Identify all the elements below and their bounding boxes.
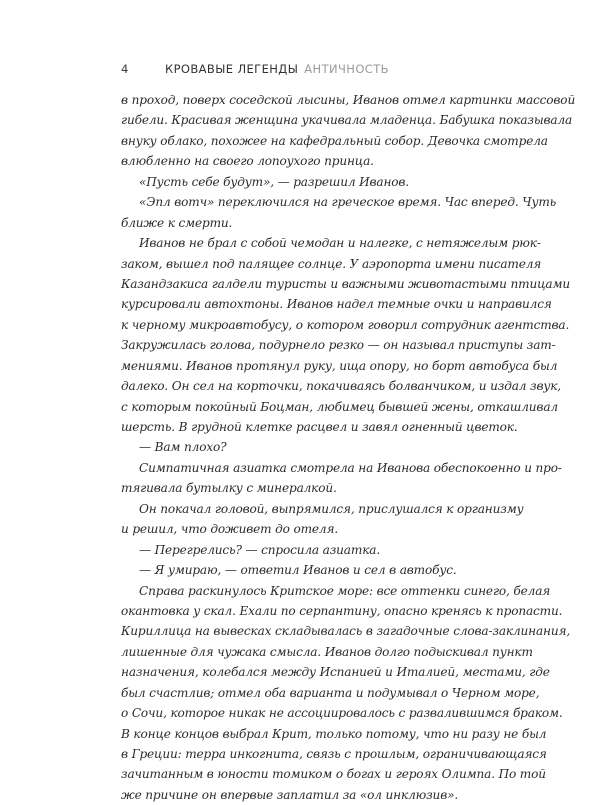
text-line: — Перегрелись? — спросила азиатка. — [139, 542, 381, 557]
text-line: — Я умираю, — ответил Иванов и сел в автобус. — [139, 563, 457, 578]
text-line: заком, вышел под палящее солнце. У аэропорта имени писателя — [121, 256, 542, 271]
text-line: был счастлив; отмел оба варианта и подумывал о Черном море, — [121, 685, 540, 700]
text-line: Казандзакиса галдели туристы и важными животастыми птицами — [121, 276, 570, 291]
text-line: с которым покойный Боцман, любимец бывшей жены, откашливал — [121, 399, 558, 414]
text-line: влюбленно на своего лопоухого принца. — [121, 154, 374, 169]
page-number: 4 — [121, 62, 129, 76]
text-line: Кириллица на вывесках складывалась в загадочные слова-заклинания, — [121, 624, 571, 639]
text-line: тягивала бутылку с минералкой. — [121, 481, 337, 496]
text-line: в Греции: терра инкогнита, связь с прошлым, ограничивающаяся — [121, 747, 547, 761]
text-line: Иванов не брал с собой чемодан и налегке, с нетяжелым рюк- — [139, 236, 541, 251]
text-line: В конце концов выбрал Крит, только потому, что ни разу не был — [121, 726, 547, 741]
text-line: шерсть. В грудной клетке расцвел и завял огненный цветок. — [121, 420, 518, 434]
book-title: КРОВАВЫЕ ЛЕГЕНДЫ — [165, 62, 299, 76]
text-line: лишенные для чужака смысла. Иванов долго подыскивал пункт — [121, 644, 533, 659]
text-line: — Вам плохо? — [139, 440, 227, 455]
text-line: о Сочи, которое никак не ассоциировалось с развалившимся браком. — [121, 706, 563, 721]
text-line: «Эпл вотч» переключился на греческое время. Час вперед. Чуть — [139, 195, 557, 210]
text-line: «Пусть себе будут», — разрешил Иванов. — [139, 174, 409, 189]
text-line: зачитанным в юности томиком о богах и героях Олимпа. По той — [121, 767, 546, 782]
body-text — [121, 90, 576, 805]
text-line: к черному микроавтобусу, о котором говорил сотрудник агентства. — [121, 317, 570, 332]
text-line: курсировали автохтоны. Иванов надел темные очки и направился — [121, 297, 552, 312]
text-line: в проход, поверх соседской лысины, Иванов отмел картинки массовой — [121, 93, 576, 107]
text-line: Симпатичная азиатка смотрела на Иванова обеспокоенно и про- — [139, 460, 562, 475]
text-line: внуку облако, похожее на кафедральный собор. Девочка смотрела — [121, 133, 548, 148]
text-line: ближе к смерти. — [121, 215, 233, 230]
text-line: и решил, что доживет до отеля. — [121, 522, 339, 537]
text-line: же причине он впервые заплатил за «ол инклюзив». — [121, 787, 459, 802]
running-header — [121, 62, 501, 76]
text-line: Закружилась голова, подурнело резко — он называл приступы зат- — [121, 338, 556, 353]
section-title: АНТИЧНОСТЬ — [304, 62, 389, 76]
text-line: далеко. Он сел на корточки, покачиваясь болванчиком, и издал звук, — [121, 379, 561, 394]
text-line: окантовка у скал. Ехали по серпантину, опасно кренясь к пропасти. — [121, 603, 563, 618]
text-line: назначения, колебался между Испанией и Италией, местами, где — [121, 665, 550, 680]
text-line: Справа раскинулось Критское море: все оттенки синего, белая — [139, 583, 551, 598]
text-line: мениями. Иванов протянул руку, ища опору, но борт автобуса был — [121, 358, 558, 373]
text-line: гибели. Красивая женщина укачивала младенца. Бабушка показывала — [121, 113, 573, 128]
text-line: Он покачал головой, выпрямился, прислушался к организму — [139, 501, 524, 516]
